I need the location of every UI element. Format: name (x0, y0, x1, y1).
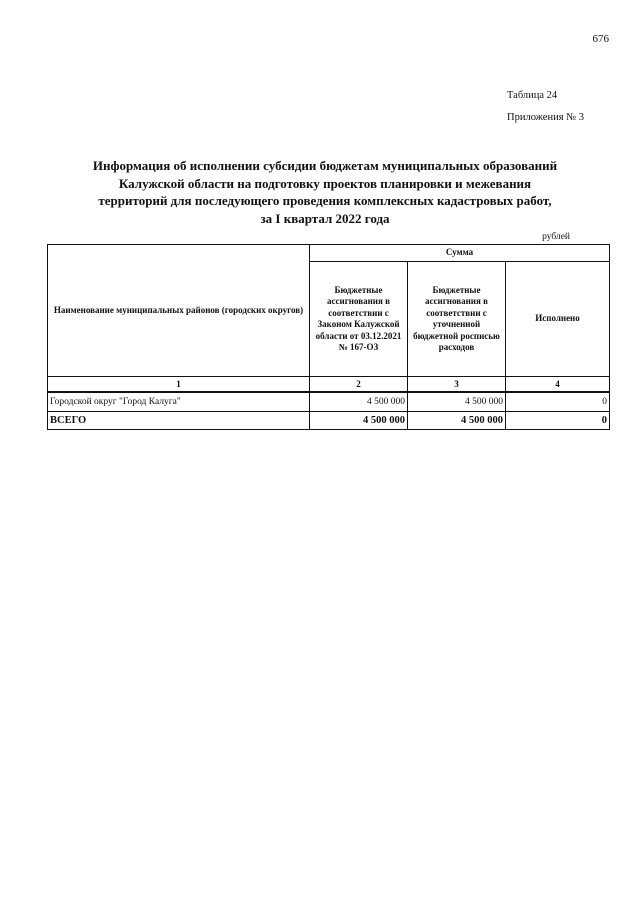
table-row (48, 393, 610, 412)
budget-table (47, 244, 610, 430)
municipality-name: Городской округ "Город Калуга" (48, 393, 310, 412)
column-index: 3 (408, 377, 506, 392)
refined-allocation-value: 4 500 000 (408, 393, 506, 412)
column-index-row (48, 377, 610, 392)
column-index: 1 (48, 377, 310, 392)
units-label: рублей (542, 232, 570, 242)
total-label: ВСЕГО (48, 412, 310, 430)
executed-value: 0 (506, 393, 610, 412)
title-line: территорий для последующего проведения комплексных кадастровых работ, (98, 193, 552, 208)
column-header-sum: Сумма (310, 245, 610, 262)
title-line: Информация об исполнении субсидии бюджетам муниципальных образований (92, 158, 558, 173)
total-executed: 0 (506, 412, 610, 430)
total-law-allocation: 4 500 000 (310, 412, 408, 430)
page-number: 676 (592, 33, 609, 45)
column-header-name: Наименование муниципальных районов (городских округов) (48, 245, 310, 377)
column-header-refined-allocations: Бюджетные ассигнования в соответствии с уточненной бюджетной росписью расходов (408, 262, 506, 377)
document-title (60, 157, 590, 227)
column-header-executed: Исполнено (506, 262, 610, 377)
table-reference: Таблица 24 (507, 90, 558, 101)
total-refined-allocation: 4 500 000 (408, 412, 506, 430)
total-row (48, 412, 610, 430)
appendix-reference: Приложения № 3 (507, 112, 585, 123)
column-index: 2 (310, 377, 408, 392)
title-line: Калужской области на подготовку проектов планировки и межевания (118, 175, 532, 191)
column-index: 4 (506, 377, 610, 392)
law-allocation-value: 4 500 000 (310, 393, 408, 412)
title-line: за I квартал 2022 года (260, 210, 390, 226)
column-header-law-allocations: Бюджетные ассигнования в соответствии с Законом Калужской области от 03.12.2021 № 167-ОЗ (310, 262, 408, 377)
